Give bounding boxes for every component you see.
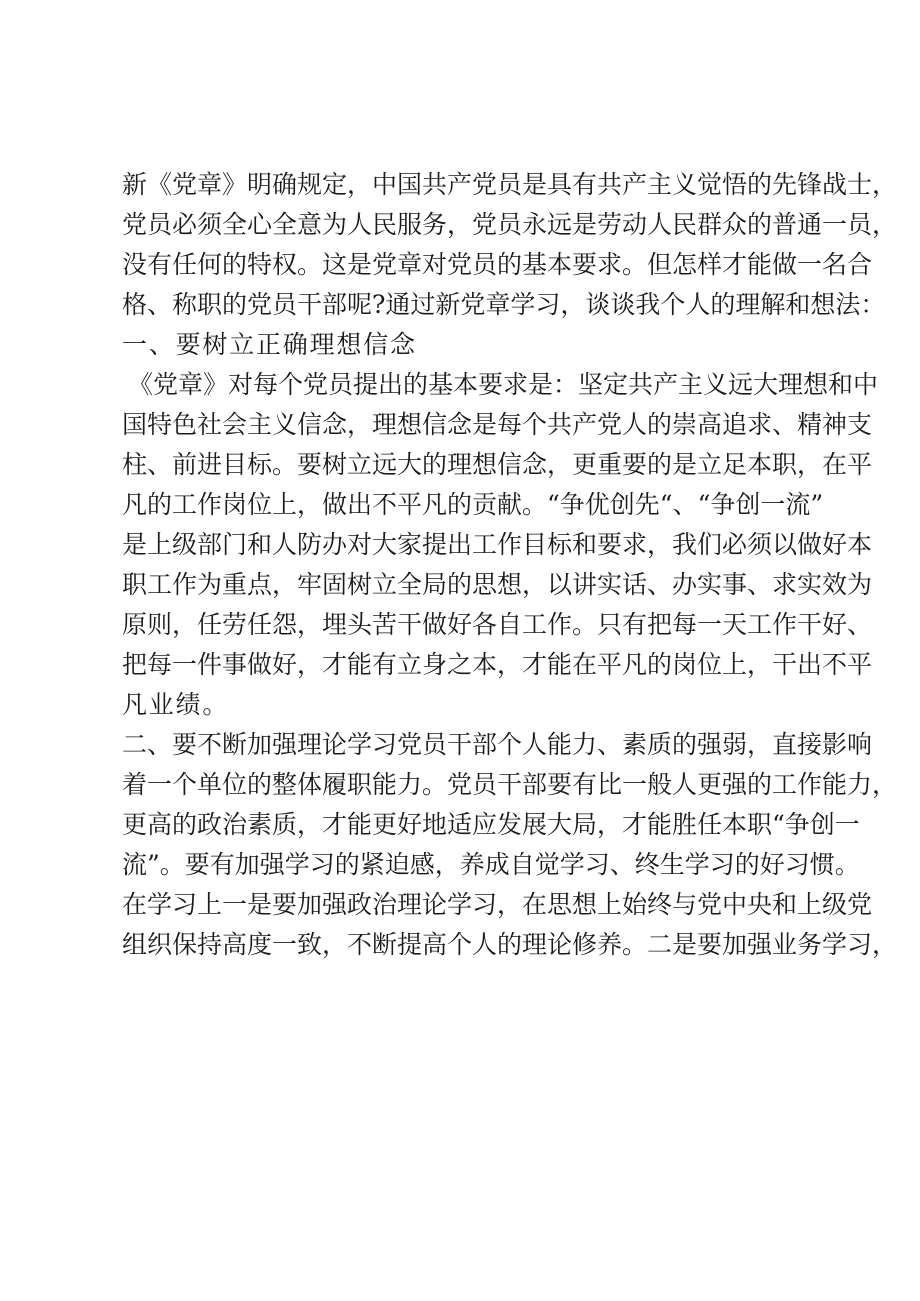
text-line: 没有任何的特权。这是党章对党员的基本要求。但怎样才能做一名合: [122, 250, 873, 279]
text-line: 凡业绩。: [122, 690, 230, 719]
text-line: 是上级部门和人防办对大家提出工作目标和要求，我们必须以做好本: [122, 530, 873, 559]
text-line: 更高的政治素质，才能更好地适应发展大局，才能胜任本职“争创一: [122, 810, 860, 839]
text-line: 党员必须全心全意为人民服务，党员永远是劳动人民群众的普通一员，: [122, 210, 898, 239]
text-line: 着一个单位的整体履职能力。党员干部要有比一般人更强的工作能力，: [122, 770, 898, 799]
text-line: 格、称职的党员干部呢?通过新党章学习，谈谈我个人的理解和想法：: [122, 290, 886, 319]
text-line: 凡的工作岗位上，做出不平凡的贡献。“争优创先“、“争创一流”: [122, 490, 824, 519]
document-body: [122, 165, 898, 965]
text-line: 组织保持高度一致，不断提高个人的理论修养。二是要加强业务学习，: [122, 930, 898, 959]
text-line: 柱、前进目标。要树立远大的理想信念，更重要的是立足本职，在平: [122, 450, 873, 479]
text-line: 把每一件事做好，才能有立身之本，才能在平凡的岗位上，干出不平: [122, 650, 873, 679]
section-heading-2: 二、要不断加强理论学习党员干部个人能力、素质的强弱，直接影响: [122, 730, 873, 759]
text-line: 职工作为重点，牢固树立全局的思想，以讲实话、办实事、求实效为: [122, 570, 873, 599]
text-line: 原则，任劳任怨，埋头苦干做好各自工作。只有把每一天工作干好、: [122, 610, 873, 639]
section-heading-1: 一、要树立正确理想信念: [122, 330, 417, 359]
text-line: 流”。要有加强学习的紧迫感，养成自觉学习、终生学习的好习惯。: [122, 850, 860, 879]
text-line: 《党章》对每个党员提出的基本要求是：坚定共产主义远大理想和中: [128, 370, 879, 399]
text-line: 新《党章》明确规定，中国共产党员是具有共产主义觉悟的先锋战士，: [122, 170, 898, 199]
text-line: 国特色社会主义信念，理想信念是每个共产党人的崇高追求、精神支: [122, 410, 873, 439]
text-line: 在学习上一是要加强政治理论学习，在思想上始终与党中央和上级党: [122, 890, 873, 919]
